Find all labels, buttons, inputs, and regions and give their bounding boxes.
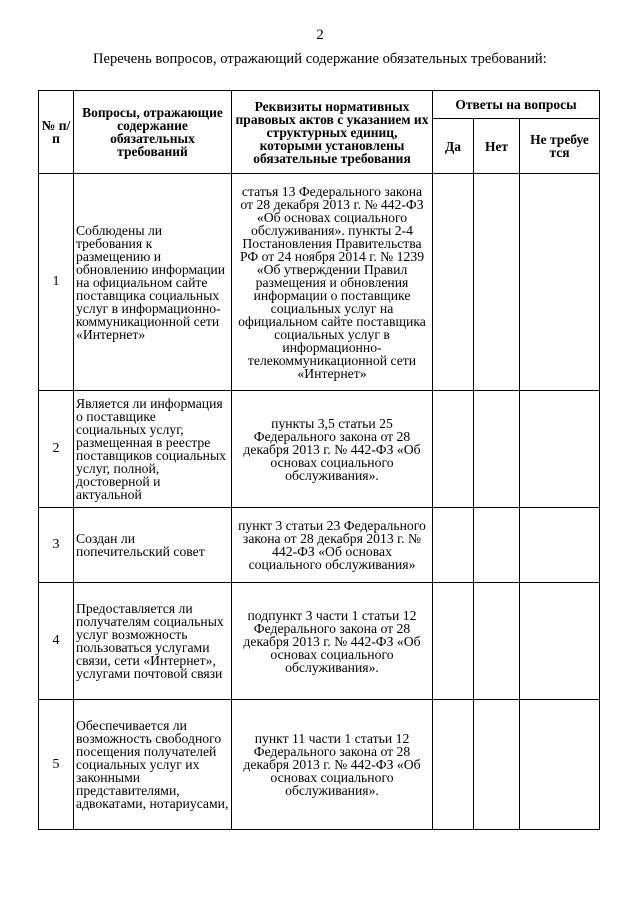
answer-not-required-cell[interactable]: [520, 508, 600, 583]
answer-no-cell[interactable]: [474, 508, 520, 583]
answer-not-required-cell[interactable]: [520, 700, 600, 830]
question-cell: Является ли информация о поставщике социальных услуг, размещенная в реестре поставщиков социальных услуг, полной, достоверной и актуальной: [74, 391, 232, 508]
page-caption: Перечень вопросов, отражающий содержание обязательных требований:: [93, 51, 547, 67]
question-cell: Предоставляется ли получателям социальных услуг возможность пользоваться услугами связи, сети «Интернет», услугами почтовой связи: [74, 583, 232, 700]
row-number: 5: [39, 700, 74, 830]
header-not-required: Не требуе тся: [520, 119, 600, 174]
header-questions: Вопросы, отражающие содержание обязательных требований: [74, 91, 232, 174]
requisites-cell: пункт 3 статьи 23 Федерального закона от 28 декабря 2013 г. № 442-ФЗ «Об основах социального обслуживания»: [232, 508, 433, 583]
question-cell: Соблюдены ли требования к размещению и обновлению информации на официальном сайте поставщика социальных услуг в информационно-коммуникационной сети «Интернет»: [74, 174, 232, 391]
table-row: [39, 700, 600, 830]
header-requisites: Реквизиты нормативных правовых актов с указанием их структурных единиц, которыми установлены обязательные требования: [232, 91, 433, 174]
answer-yes-cell[interactable]: [433, 583, 474, 700]
answer-no-cell[interactable]: [474, 583, 520, 700]
row-number: 3: [39, 508, 74, 583]
header-num: № п/п: [39, 91, 74, 174]
row-number: 1: [39, 174, 74, 391]
answer-no-cell[interactable]: [474, 700, 520, 830]
question-cell: Создан ли попечительский совет: [74, 508, 232, 583]
header-answers: Ответы на вопросы: [433, 91, 600, 119]
row-number: 4: [39, 583, 74, 700]
requisites-cell: пункты 3,5 статьи 25 Федерального закона от 28 декабря 2013 г. № 442-ФЗ «Об основах социального обслуживания».: [232, 391, 433, 508]
answer-not-required-cell[interactable]: [520, 174, 600, 391]
answer-not-required-cell[interactable]: [520, 391, 600, 508]
header-yes: Да: [433, 119, 474, 174]
question-cell: Обеспечивается ли возможность свободного посещения получателей социальных услуг их законными представителями, адвокатами, нотариусами,: [74, 700, 232, 830]
answer-no-cell[interactable]: [474, 174, 520, 391]
answer-not-required-cell[interactable]: [520, 583, 600, 700]
answer-yes-cell[interactable]: [433, 174, 474, 391]
table-row: [39, 391, 600, 508]
row-number: 2: [39, 391, 74, 508]
table-row: [39, 508, 600, 583]
table-row: [39, 174, 600, 391]
requisites-cell: подпункт 3 части 1 статьи 12 Федерального закона от 28 декабря 2013 г. № 442-ФЗ «Об основах социального обслуживания».: [232, 583, 433, 700]
requisites-cell: статья 13 Федерального закона от 28 декабря 2013 г. № 442-ФЗ «Об основах социального обслуживания». пункты 2-4 Постановления Правительства РФ от 24 ноября 2014 г. № 1239 «Об утверждении Правил размещения и обновления информации о поставщике социальных услуг на официальном сайте поставщика социальных услуг в информационно-телекоммуникационной сети «Интернет»: [232, 174, 433, 391]
requirements-table: [38, 90, 600, 830]
answer-yes-cell[interactable]: [433, 700, 474, 830]
answer-yes-cell[interactable]: [433, 508, 474, 583]
page-number: 2: [316, 27, 324, 43]
header-no: Нет: [474, 119, 520, 174]
table-row: [39, 583, 600, 700]
requisites-cell: пункт 11 части 1 статьи 12 Федерального закона от 28 декабря 2013 г. № 442-ФЗ «Об основах социального обслуживания».: [232, 700, 433, 830]
answer-yes-cell[interactable]: [433, 391, 474, 508]
answer-no-cell[interactable]: [474, 391, 520, 508]
